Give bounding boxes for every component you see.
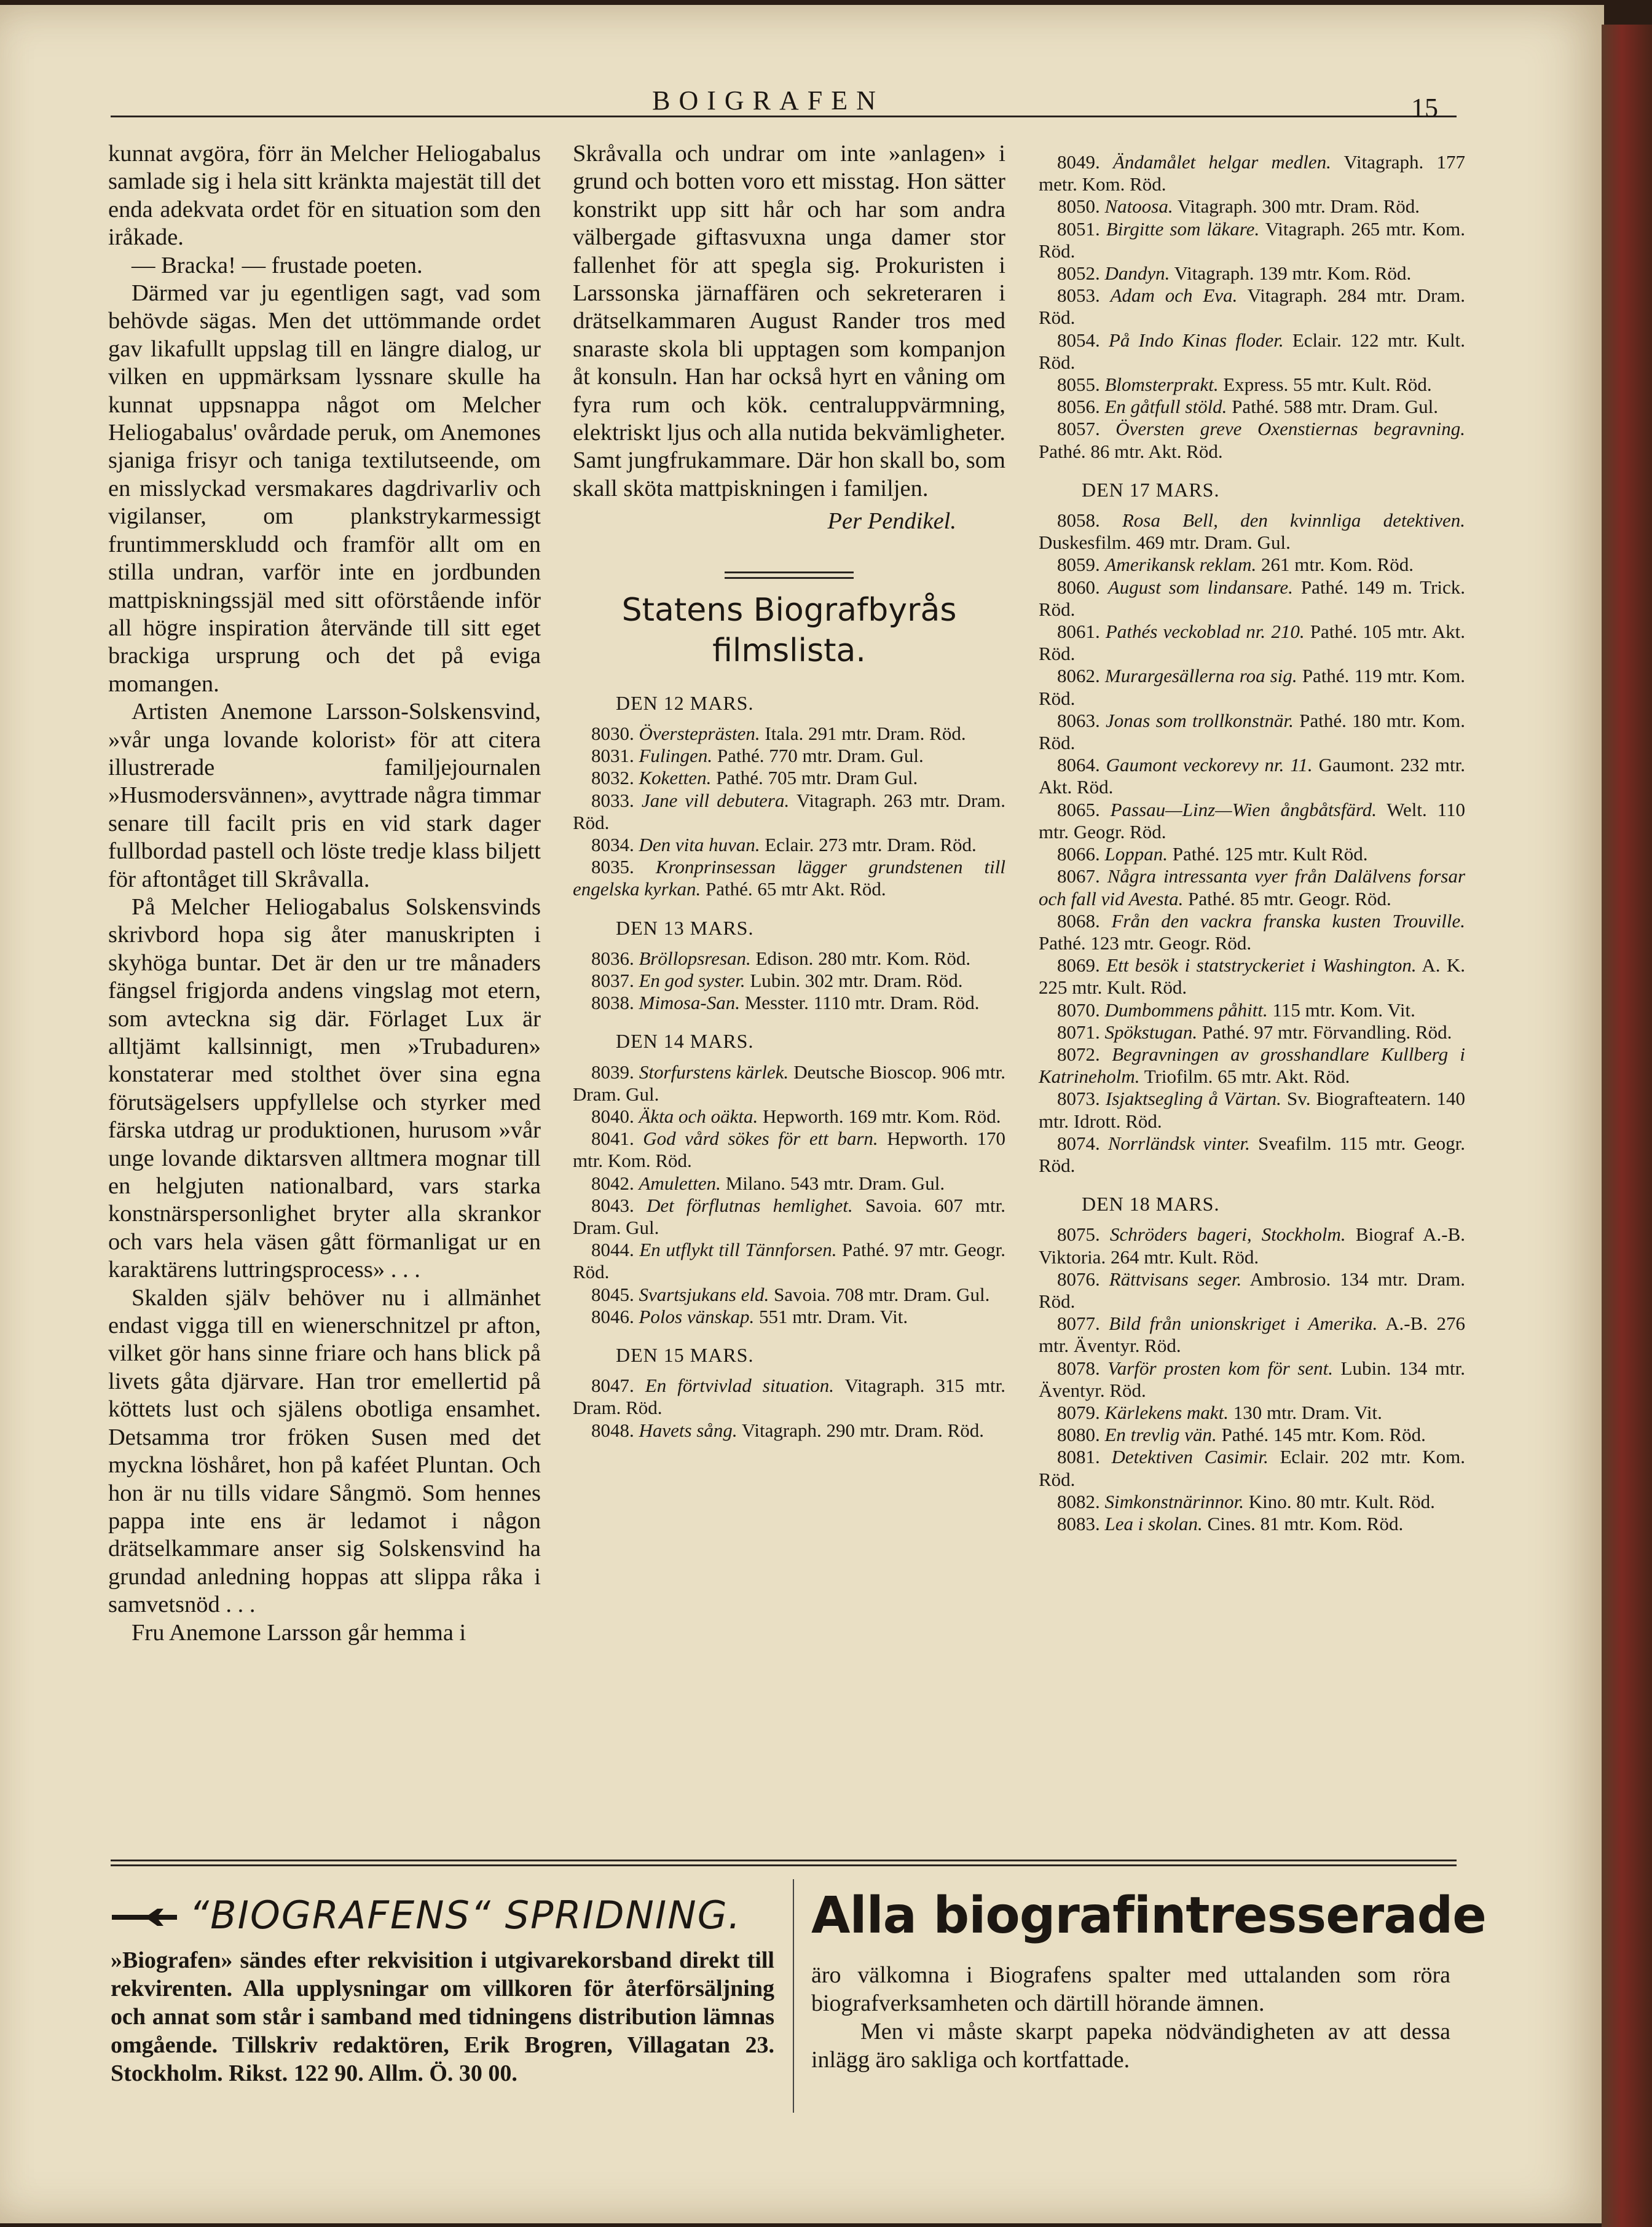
film-details: Messter. 1110 mtr. Dram. Röd. [744, 992, 980, 1014]
entry-number: 8068. [1057, 909, 1100, 932]
film-list-entry [1039, 418, 1465, 462]
film-title: Pathés veckoblad nr. 210. [1105, 621, 1305, 643]
entry-number: 8031. [591, 745, 634, 767]
film-list-entry [1039, 954, 1465, 999]
film-title: Dandyn. [1104, 262, 1170, 285]
film-title: Koketten. [639, 767, 712, 789]
section-divider [725, 571, 854, 579]
film-list-entry [1039, 396, 1465, 418]
advert-rule [111, 1860, 1457, 1866]
film-title: På Indo Kinas floder. [1108, 329, 1284, 351]
entry-number: 8055. [1057, 374, 1100, 396]
list-date-heading: DEN 18 MARS. [1082, 1193, 1220, 1216]
entry-number: 8073. [1057, 1088, 1100, 1110]
film-title: Översten greve Oxenstiernas begravning. [1115, 418, 1465, 440]
advert-contributors [811, 1887, 1486, 2074]
film-list-entry [573, 856, 1005, 900]
film-title: Kärlekens makt. [1104, 1401, 1229, 1423]
entry-number: 8057. [1057, 418, 1100, 440]
paragraph: Skråvalla och undrar om inte »anlagen» i grund och botten voro ett misstag. Hon sätter konstrikt upp sitt hår och har som andra välbergade giftasvuxna unga damer stor fallenhet för att spegla sig. Prokuristen i Larssonska järnaffären och sekreteraren i drätselkammaren August Rander tros med snaraste skola bli upptagen som kompanjon åt konsuln. Han har också hyrt en våning om fyra rum och kök. centraluppvärmning, elektriskt ljus och alla nutida bekvämligheter. Samt jungfrukammare. Där hon skall bo, som skall sköta mattpiskningen i familjen. [573, 141, 1005, 501]
film-title: Schröders bageri, Stockholm. [1109, 1223, 1346, 1246]
film-details: Edison. 280 mtr. Kom. Röd. [755, 947, 971, 969]
entry-number: 8058. [1057, 509, 1100, 532]
film-details: Itala. 291 mtr. Dram. Röd. [765, 722, 966, 744]
film-title: Detektiven Casimir. [1111, 1446, 1268, 1468]
paragraph: kunnat avgöra, förr än Melcher Heliogabalus samlade sig i hela sitt kränkta majestät till det enda adekvata ordet för en situation som den iråkade. [108, 141, 541, 251]
film-list-entry [573, 790, 1005, 834]
film-details: 130 mtr. Dram. Vit. [1233, 1401, 1382, 1423]
film-list-entry [573, 948, 1005, 970]
film-title: Ändamålet helgar medlen. [1112, 151, 1331, 173]
film-details: Eclair. 202 mtr. Kom. Röd. [1039, 1446, 1465, 1490]
list-date-heading: DEN 13 MARS. [616, 916, 754, 939]
entry-number: 8061. [1057, 621, 1100, 643]
film-details: Duskesfilm. 469 mtr. Dram. Gul. [1039, 532, 1291, 554]
film-details: Kino. 80 mtr. Kult. Röd. [1248, 1490, 1435, 1512]
film-details: Pathé. 97 mtr. Förvandling. Röd. [1202, 1021, 1452, 1043]
film-details: Vitagraph. 290 mtr. Dram. Röd. [741, 1419, 985, 1441]
film-details: Vitagraph. 177 metr. Kom. Röd. [1039, 151, 1465, 195]
film-details: 261 mtr. Kom. Röd. [1261, 554, 1414, 576]
entry-number: 8063. [1057, 709, 1100, 731]
film-title: Dumbommens påhitt. [1104, 999, 1268, 1021]
film-list-entry [1039, 1088, 1465, 1132]
film-list-part-2 [1039, 151, 1465, 1535]
film-details: Savoia. 708 mtr. Dram. Gul. [774, 1283, 990, 1305]
entry-number: 8082. [1057, 1490, 1100, 1512]
entry-number: 8041. [591, 1128, 634, 1150]
film-details: Express. 55 mtr. Kult. Röd. [1223, 374, 1432, 396]
film-title: Några intressanta vyer från Dalälvens forsar och fall vid Avesta. [1039, 865, 1466, 909]
entry-number: 8044. [591, 1239, 634, 1261]
paragraph: Skalden själv behöver nu i allmänhet endast vigga till en wienerschnitzel pr afton, vilket gör hans sinne friare och hans blick på livets gåta djärvare. Han tror emellertid på köttets lust och själens obotliga ensamhet. Detsamma tror fröken Susen med det myckna löshåret, hon på kaféet Pluntan. Och hon är nu tills vidare Sångmö. Som hennes pappa inte ens är ledamot i någon drätselkammare anser sig Solskensvind ha grundad anledning hoppas att slippa råka i samvetsnöd . . . [108, 1284, 541, 1618]
entry-number: 8037. [591, 969, 634, 991]
film-list-entry [1039, 621, 1465, 665]
film-list-entry [573, 970, 1005, 992]
film-list-entry [1039, 1513, 1465, 1535]
film-title: Murargesällerna roa sig. [1104, 665, 1297, 687]
film-list-entry [1039, 865, 1465, 909]
column-1 [108, 140, 541, 1647]
film-title: Loppan. [1104, 843, 1168, 865]
film-details: Vitagraph. 139 mtr. Kom. Röd. [1174, 262, 1412, 285]
film-list-entry [573, 1195, 1005, 1239]
film-details: Triofilm. 65 mtr. Akt. Röd. [1144, 1066, 1350, 1088]
film-list-entry [573, 723, 1005, 745]
film-details: Ambrosio. 134 mtr. Dram. Röd. [1039, 1268, 1466, 1312]
film-list-entry [1039, 1424, 1465, 1446]
film-details: Welt. 110 mtr. Geogr. Röd. [1039, 798, 1465, 842]
film-list-entry [573, 745, 1005, 767]
film-details: Pathé. 770 mtr. Dram. Gul. [717, 745, 924, 767]
entry-number: 8051. [1057, 218, 1100, 240]
film-details: 115 mtr. Kom. Vit. [1272, 999, 1415, 1021]
film-list-entry [1039, 910, 1465, 954]
film-list-entry [1039, 1357, 1465, 1402]
advert-title: “BIOGRAFENS“ SPRIDNING. [111, 1893, 774, 1938]
entry-number: 8036. [591, 947, 634, 969]
paragraph: Fru Anemone Larsson går hemma i [132, 1619, 466, 1646]
film-list-entry [1039, 799, 1465, 843]
entry-number: 8056. [1057, 396, 1100, 418]
entry-number: 8070. [1057, 999, 1100, 1021]
film-title: Norrländsk vinter. [1107, 1132, 1250, 1154]
film-list-entry [1039, 262, 1465, 285]
film-details: Pathé. 125 mtr. Kult Röd. [1172, 843, 1368, 865]
entry-number: 8072. [1057, 1043, 1100, 1065]
film-title: Storfurstens kärlek. [639, 1061, 789, 1083]
film-list-entry [1039, 665, 1465, 709]
film-list-entry [1039, 754, 1465, 798]
pointing-hand-icon [111, 1906, 178, 1930]
film-list-entry [573, 1306, 1005, 1328]
film-list-entry [573, 1284, 1005, 1306]
film-title: Rosa Bell, den kvinnliga detektiven. [1122, 509, 1466, 532]
film-title: Amerikansk reklam. [1104, 554, 1257, 576]
film-list-entry [573, 1239, 1005, 1283]
film-details: Hepworth. 169 mtr. Kom. Röd. [762, 1105, 1001, 1127]
film-title: Bröllopsresan. [639, 947, 751, 969]
film-details: Eclair. 122 mtr. Kult. Röd. [1039, 329, 1466, 373]
book-spine [1602, 25, 1652, 2227]
film-details: Eclair. 273 mtr. Dram. Röd. [765, 833, 977, 855]
film-title: Fulingen. [639, 745, 713, 767]
film-details: Cines. 81 mtr. Kom. Röd. [1207, 1512, 1404, 1534]
advert-distribution [111, 1893, 774, 2088]
film-title: Amuletten. [639, 1172, 721, 1194]
film-title: Spökstugan. [1104, 1021, 1198, 1043]
film-list-entry [1039, 1446, 1465, 1490]
film-list-entry [1039, 1021, 1465, 1043]
paragraph: Artisten Anemone Larsson-Solskensvind, »vår unga lovande kolorist» för att citera illustrerade familjejournalen »Husmodersvännen», avyttrade några timmar senare till facilt pris en vid stark dager fullbordad pastell och löste tredje klass biljett för aftontåget till Skråvalla. [108, 699, 541, 892]
film-list-entry [573, 1375, 1005, 1419]
list-date-heading: DEN 17 MARS. [1082, 478, 1220, 501]
film-details: Pathé. 105 mtr. Akt. Röd. [1039, 621, 1466, 665]
entry-number: 8053. [1057, 285, 1100, 307]
list-date-heading: DEN 15 MARS. [616, 1343, 754, 1366]
film-title: Birgitte som läkare. [1106, 218, 1260, 240]
film-list-entry [1039, 1402, 1465, 1424]
film-list-entry [1039, 1313, 1465, 1357]
entry-number: 8045. [591, 1283, 634, 1305]
film-title: Havets sång. [639, 1419, 738, 1441]
film-title: Jonas som trollkonstnär. [1106, 709, 1294, 731]
entry-number: 8079. [1057, 1401, 1100, 1423]
film-list-title: Statens Biografbyrås filmslista. [621, 591, 957, 669]
film-details: Pathé. 65 mtr Akt. Röd. [706, 878, 886, 900]
advert-body: »Biografen» sändes efter rekvisition i utgivarekorsband direkt till rekvirenten. Alla upplysningar om villkoren för återförsäljning och annat som står i samband med tidningens distribution lämnas omgående. Tillskriv redaktören, Erik Brogren, Villagatan 23. Stockholm. Rikst. 122 90. Allm. Ö. 30 00. [111, 1947, 774, 2086]
film-title: En gåtfull stöld. [1104, 396, 1227, 418]
page-number: 15 [1411, 93, 1438, 123]
film-details: Lubin. 134 mtr. Äventyr. Röd. [1039, 1357, 1465, 1401]
advert-body: äro välkomna i Biografens spalter med uttalanden som röra biografverksamheten och därtill hörande ämnen. Men vi måste skarpt papeka nödvändigheten av att dessa inlägg äro sakliga och kortfattade. [811, 1962, 1450, 2073]
advert-title: Alla biografintresserade [811, 1887, 1486, 1945]
entry-number: 8065. [1057, 798, 1100, 820]
entry-number: 8069. [1057, 954, 1100, 976]
film-list-entry [1039, 1133, 1465, 1177]
entry-number: 8083. [1057, 1512, 1100, 1534]
page-title: BOIGRAFEN [652, 85, 884, 116]
film-details: Gaumont. 232 mtr. Akt. Röd. [1039, 754, 1466, 798]
film-title: Från den vackra franska kusten Trouville. [1111, 909, 1465, 932]
film-title: Polos vänskap. [639, 1305, 755, 1327]
film-list-entry [1039, 151, 1465, 195]
film-list-entry [1039, 576, 1465, 621]
film-title: God vård sökes för ett barn. [643, 1128, 878, 1150]
list-date-heading: DEN 14 MARS. [616, 1030, 754, 1053]
film-list-entry [573, 1106, 1005, 1128]
film-list-entry [1039, 509, 1465, 554]
film-title: Äkta och oäkta. [639, 1105, 758, 1127]
film-list-entry [1039, 1268, 1465, 1313]
film-list-entry [1039, 710, 1465, 754]
paragraph: På Melcher Heliogabalus Solskensvinds skrivbord hopa sig åter manuskripten i skyhöga buntar. Det är den ur tre månaders fängsel frigjorda andens vingslag mot etern, som avteckna sig där. Förlaget Lux är alltjämt kallsinnigt, men »Trubaduren» konstaterar med stolthet över sina egna förutsägelsers uppfyllelse och styrker med färska utdrag ur produktionen, hurusom »vår unge lovande diktarsven alltmera mognar till en helgjuten nationalbard, vars starka konstnärspersonlighet bryter alla skrankor och vars hela väsen gått förmanligat ur en karaktärens luttringsprocess» . . . [108, 894, 541, 1283]
film-list-entry [1039, 285, 1465, 329]
film-details: Sv. Biografteatern. 140 mtr. Idrott. Röd. [1039, 1088, 1466, 1132]
entry-number: 8047. [591, 1375, 634, 1397]
entry-number: 8038. [591, 992, 634, 1014]
entry-number: 8080. [1057, 1424, 1100, 1446]
film-title: Mimosa-San. [639, 992, 740, 1014]
film-details: A. K. 225 mtr. Kult. Röd. [1039, 954, 1466, 999]
film-details: Pathé. 86 mtr. Akt. Röd. [1039, 440, 1223, 462]
entry-number: 8054. [1057, 329, 1100, 351]
film-title: Begravningen av grosshandlare Kullberg i Katrineholm. [1039, 1043, 1466, 1088]
film-details: A.-B. 276 mtr. Äventyr. Röd. [1039, 1313, 1465, 1357]
film-details: Vitagraph. 284 mtr. Dram. Röd. [1039, 285, 1466, 329]
entry-number: 8048. [591, 1419, 634, 1441]
entry-number: 8049. [1057, 151, 1100, 173]
film-list-entry [1039, 1491, 1465, 1513]
film-details: Pathé. 119 mtr. Kom. Röd. [1039, 665, 1466, 709]
film-details: Pathé. 85 mtr. Geogr. Röd. [1188, 887, 1391, 909]
film-title: En förtvivlad situation. [645, 1375, 835, 1397]
film-title: Den vita huvan. [639, 833, 760, 855]
film-title: Natoosa. [1104, 195, 1173, 218]
film-list-entry [1039, 1223, 1465, 1268]
film-title: Rättvisans seger. [1109, 1268, 1242, 1290]
entry-number: 8040. [591, 1105, 634, 1127]
film-details: Vitagraph. 263 mtr. Dram. Röd. [573, 789, 1006, 833]
entry-number: 8046. [591, 1305, 634, 1327]
film-details: Biograf A.-B. Viktoria. 264 mtr. Kult. Röd. [1039, 1223, 1465, 1268]
entry-number: 8052. [1057, 262, 1100, 285]
film-title: Varför prosten kom för sent. [1107, 1357, 1334, 1379]
film-details: Pathé. 180 mtr. Kom. Röd. [1039, 709, 1466, 754]
film-details: Vitagraph. 265 mtr. Kom. Röd. [1039, 218, 1465, 262]
advert-separator [793, 1879, 794, 2113]
column-2 [573, 140, 1005, 1442]
film-title: Gaumont veckorevy nr. 11. [1106, 754, 1313, 776]
film-title: Svartsjukans eld. [639, 1283, 769, 1305]
film-list-entry [1039, 218, 1465, 262]
film-title: August som lindansare. [1107, 576, 1293, 598]
film-list-entry [573, 992, 1005, 1014]
film-list-entry [573, 767, 1005, 789]
entry-number: 8067. [1057, 865, 1100, 887]
film-details: Vitagraph. 315 mtr. Dram. Röd. [573, 1375, 1005, 1419]
entry-number: 8077. [1057, 1313, 1100, 1335]
film-title: Simkonstnärinnor. [1104, 1490, 1244, 1512]
film-list-entry [573, 1128, 1005, 1172]
film-list-part-1 [573, 692, 1005, 1442]
film-list-entry [1039, 999, 1465, 1021]
film-title: Adam och Eva. [1110, 285, 1238, 307]
entry-number: 8074. [1057, 1132, 1100, 1154]
entry-number: 8050. [1057, 195, 1100, 218]
film-title: Isjaktsegling å Värtan. [1105, 1088, 1281, 1110]
entry-number: 8032. [591, 767, 634, 789]
paragraph: Därmed var ju egentligen sagt, vad som behövde sägas. Men det uttömmande ordet gav likafullt uppslag till en längre dialog, ur vilken en uppmärksam lyssnare skulle ha kunnat uppsnappa något om Melcher Heliogabalus' ovårdade peruk, om Anemones sjaniga frisyr och taniga textilutseende, om en misslyckad versmakares dagdrivarliv och vigilanser, om plankstrykarmessigt fruntimmerskludd och framför allt om en stilla undran, varför inte en jordbunden mattpiskningssjäl med sitt oförstående inför all högre inspiration återvände till sitt eget brackiga ursprung och det på eviga momangen. [108, 280, 541, 697]
author-signature: Per Pendikel. [827, 508, 956, 535]
film-details: Hepworth. 170 mtr. Kom. Röd. [573, 1128, 1005, 1172]
entry-number: 8034. [591, 833, 634, 855]
film-title: En god syster. [639, 969, 745, 991]
film-details: 551 mtr. Dram. Vit. [758, 1305, 908, 1327]
film-details: Pathé. 123 mtr. Geogr. Röd. [1039, 932, 1252, 954]
entry-number: 8081. [1057, 1446, 1100, 1468]
film-list-entry [573, 1061, 1005, 1106]
film-title: Ett besök i statstryckeriet i Washington. [1106, 954, 1417, 976]
entry-number: 8033. [591, 789, 634, 811]
entry-number: 8030. [591, 722, 634, 744]
film-list-entry [1039, 1043, 1465, 1088]
entry-number: 8062. [1057, 665, 1100, 687]
film-list-entry [573, 834, 1005, 856]
entry-number: 8042. [591, 1172, 634, 1194]
film-title: Passau—Linz—Wien ångbåtsfärd. [1110, 798, 1377, 820]
film-details: Savoia. 607 mtr. Dram. Gul. [573, 1194, 1005, 1238]
film-list-entry [1039, 329, 1465, 374]
film-list-entry [1039, 843, 1465, 865]
film-details: Pathé. 149 m. Trick. Röd. [1039, 576, 1466, 620]
film-title: En utflykt till Tännforsen. [639, 1239, 837, 1261]
film-details: Milano. 543 mtr. Dram. Gul. [725, 1172, 945, 1194]
entry-number: 8059. [1057, 554, 1100, 576]
film-details: Sveafilm. 115 mtr. Geogr. Röd. [1039, 1132, 1465, 1176]
film-details: Pathé. 705 mtr. Dram Gul. [716, 767, 918, 789]
entry-number: 8035. [591, 856, 634, 878]
entry-number: 8066. [1057, 843, 1100, 865]
entry-number: 8064. [1057, 754, 1100, 776]
entry-number: 8039. [591, 1061, 634, 1083]
film-list-entry [1039, 195, 1465, 218]
film-title: Kronprinsessan lägger grundstenen till engelska kyrkan. [573, 856, 1005, 900]
film-details: Pathé. 588 mtr. Dram. Gul. [1232, 396, 1438, 418]
entry-number: 8043. [591, 1194, 634, 1216]
entry-number: 8075. [1057, 1223, 1100, 1246]
film-list-entry [573, 1420, 1005, 1442]
entry-number: 8060. [1057, 576, 1100, 598]
film-title: Blomsterprakt. [1104, 374, 1219, 396]
film-details: Lubin. 302 mtr. Dram. Röd. [750, 969, 963, 991]
film-title: Bild från unionskriget i Amerika. [1109, 1313, 1378, 1335]
film-title: Lea i skolan. [1104, 1512, 1203, 1534]
entry-number: 8076. [1057, 1268, 1100, 1290]
paragraph: — Bracka! — frustade poeten. [132, 252, 423, 278]
list-date-heading: DEN 12 MARS. [616, 691, 754, 714]
film-details: Pathé. 97 mtr. Geogr. Röd. [573, 1239, 1005, 1283]
film-list-entry [573, 1172, 1005, 1195]
film-title: En trevlig vän. [1104, 1424, 1217, 1446]
film-title: Översteprästen. [639, 722, 760, 744]
film-details: Pathé. 145 mtr. Kom. Röd. [1221, 1424, 1426, 1446]
entry-number: 8078. [1057, 1357, 1100, 1379]
film-title: Det förflutnas hemlighet. [646, 1194, 853, 1216]
film-details: Deutsche Bioscop. 906 mtr. Dram. Gul. [573, 1061, 1006, 1105]
entry-number: 8071. [1057, 1021, 1100, 1043]
film-title: Jane vill debutera. [641, 789, 790, 811]
film-list-entry [1039, 374, 1465, 396]
film-details: Vitagraph. 300 mtr. Dram. Röd. [1177, 195, 1420, 218]
film-list-entry [1039, 554, 1465, 576]
